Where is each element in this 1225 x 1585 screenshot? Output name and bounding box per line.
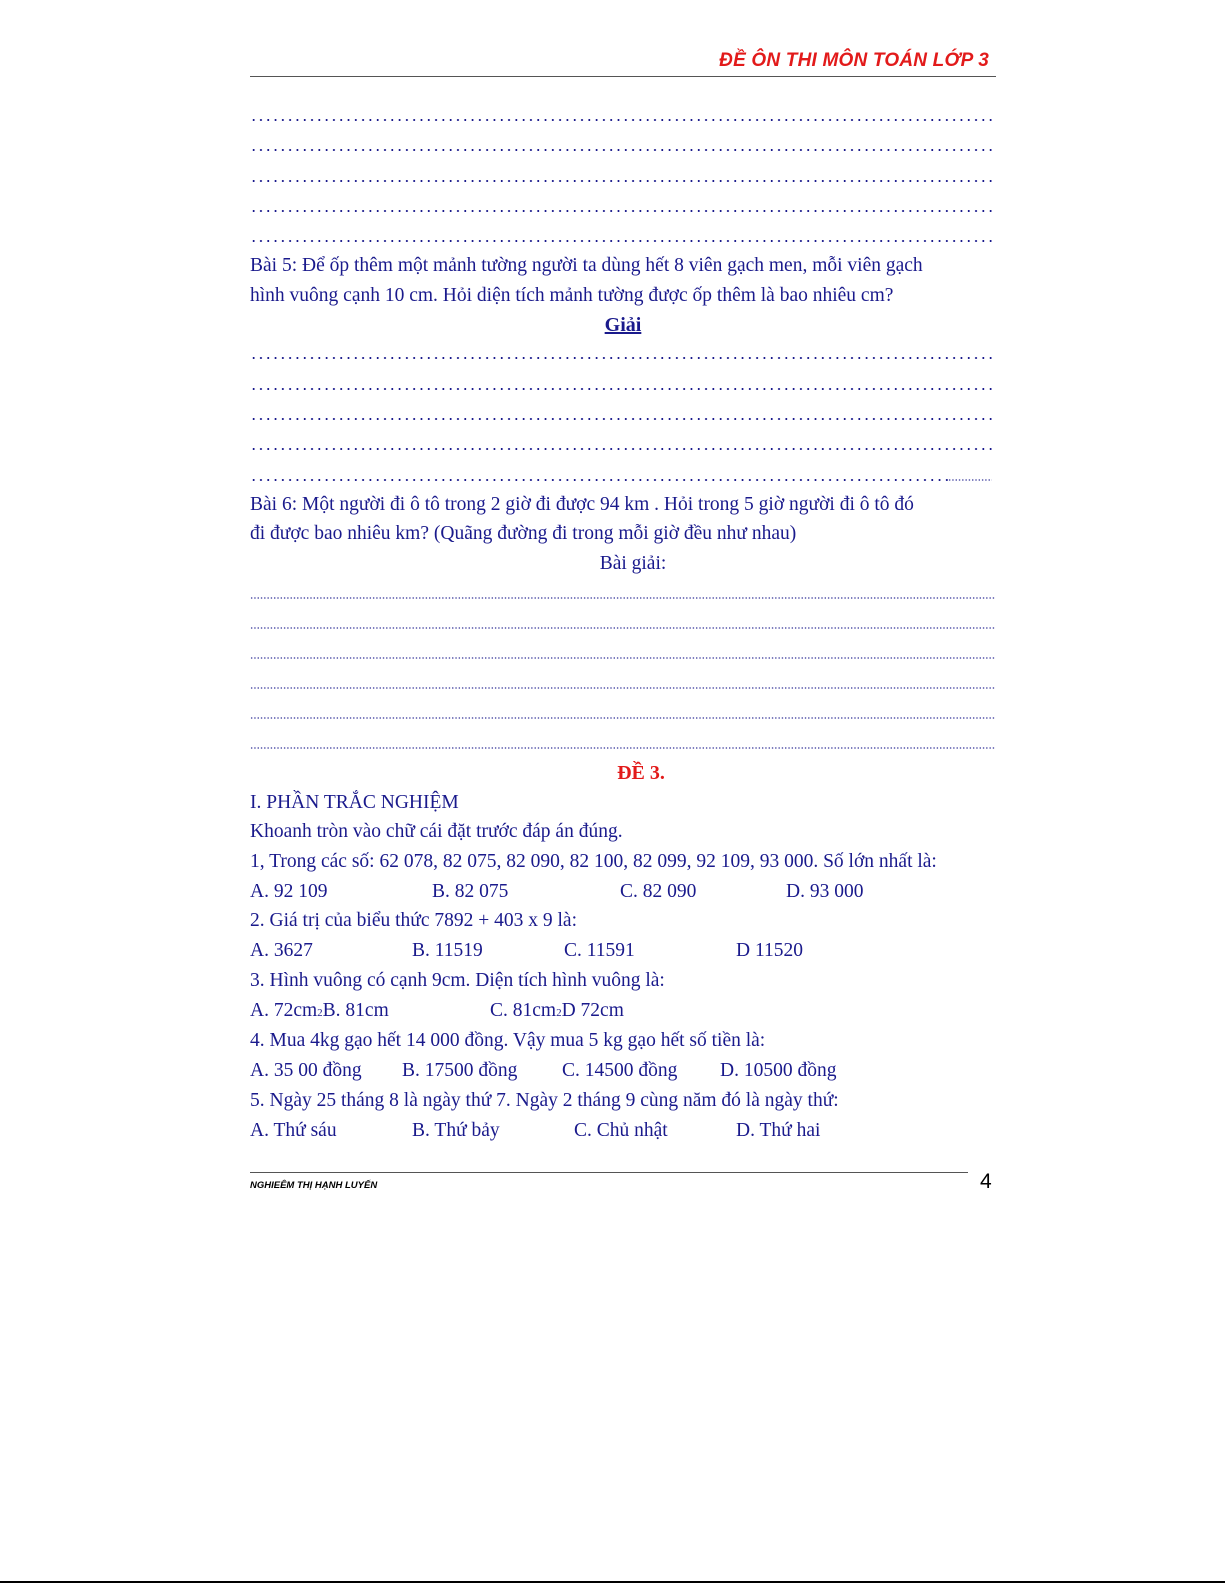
q3-option-a-unit: 2: [317, 1007, 323, 1019]
q4-option-c: C. 14500 đồng: [562, 1060, 678, 1081]
answer-line: [250, 418, 996, 420]
bai6-heading: Bài giải:: [599, 553, 667, 574]
header-title: ĐỀ ÔN THI MÔN TOÁN LỚP 3: [719, 50, 989, 71]
bottom-border: [0, 1581, 1225, 1583]
section-title: I. PHẦN TRẮC NGHIỆM: [250, 792, 459, 813]
answer-line: [250, 119, 996, 121]
answer-line: [250, 149, 996, 151]
q3-option-a: [250, 1001, 389, 1021]
q4-option-b: B. 17500 đồng: [402, 1060, 518, 1081]
q2-option-c: C. 11591: [564, 940, 635, 961]
instruction: Khoanh tròn vào chữ cái đặt trước đáp án đúng.: [250, 821, 623, 842]
q5-option-b: B. Thứ bảy: [412, 1120, 500, 1141]
answer-line: [250, 627, 996, 629]
header-rule: [250, 76, 996, 77]
answer-line: [250, 687, 996, 689]
footer-rule: [250, 1172, 968, 1173]
q1-option-b: B. 82 075: [432, 881, 509, 902]
q4-option-a: A. 35 00 đồng: [250, 1060, 362, 1081]
q5-option-c: C. Chủ nhật: [574, 1120, 668, 1141]
question-5: 5. Ngày 25 tháng 8 là ngày thứ 7. Ngày 2 tháng 9 cùng năm đó là ngày thứ:: [250, 1090, 839, 1111]
footer-author: NGHIEÊM THỊ HẠNH LUYẾN: [250, 1180, 378, 1191]
de3-title-text: ĐỀ 3.: [617, 762, 665, 784]
q2-option-a: A. 3627: [250, 940, 313, 961]
q5-option-d: D. Thứ hai: [736, 1120, 821, 1141]
de3-title: [268, 763, 1014, 784]
q3-option-d-text: D 72cm: [561, 1000, 624, 1021]
q4-option-d: D. 10500 đồng: [720, 1060, 837, 1081]
answer-line: [250, 747, 996, 749]
question-3: 3. Hình vuông có cạnh 9cm. Diện tích hình vuông là:: [250, 970, 665, 991]
bai5-line1: Bài 5: Để ốp thêm một mảnh tường người ta dùng hết 8 viên gạch men, mỗi viên gạch: [250, 255, 923, 276]
answer-line: [250, 657, 996, 659]
q3-option-c: [490, 1001, 624, 1021]
q3-option-b-text: B. 81cm: [322, 1000, 389, 1021]
answer-line: [250, 180, 996, 182]
q2-option-b: B. 11519: [412, 940, 483, 961]
answer-line: [250, 357, 996, 359]
answer-line: [250, 388, 996, 390]
q3-option-a-text: A. 72cm: [250, 1000, 318, 1021]
bai5-heading: [250, 315, 996, 336]
bai6-line1: Bài 6: Một người đi ô tô trong 2 giờ đi được 94 km . Hỏi trong 5 giờ người đi ô tô đó: [250, 494, 914, 515]
answer-line: [250, 448, 996, 450]
q3-option-c-unit: 2: [556, 1007, 562, 1019]
giai-heading: Giải: [604, 314, 642, 336]
answer-line: [250, 210, 996, 212]
q1-option-a: A. 92 109: [250, 881, 328, 902]
answer-line-tail: [948, 479, 992, 481]
bai6-line2: đi được bao nhiêu km? (Quãng đường đi trong mỗi giờ đều như nhau): [250, 523, 797, 544]
answer-line: [250, 479, 948, 481]
question-1: 1, Trong các số: 62 078, 82 075, 82 090, 82 100, 82 099, 92 109, 93 000. Số lớn nhất là:: [250, 851, 937, 872]
bai5-line2: hình vuông cạnh 10 cm. Hỏi diện tích mảnh tường được ốp thêm là bao nhiêu cm?: [250, 285, 894, 306]
question-4: 4. Mua 4kg gạo hết 14 000 đồng. Vậy mua 5 kg gạo hết số tiền là:: [250, 1030, 766, 1051]
q5-option-a: A. Thứ sáu: [250, 1120, 337, 1141]
q1-option-c: C. 82 090: [620, 881, 697, 902]
answer-line: [250, 597, 996, 599]
q2-option-d: D 11520: [736, 940, 803, 961]
q1-option-d: D. 93 000: [786, 881, 864, 902]
answer-line: [250, 717, 996, 719]
page-number: 4: [980, 1170, 992, 1193]
q3-option-c-text: C. 81cm: [490, 1000, 557, 1021]
question-2: 2. Giá trị của biểu thức 7892 + 403 x 9 là:: [250, 910, 577, 931]
answer-line: [250, 240, 996, 242]
